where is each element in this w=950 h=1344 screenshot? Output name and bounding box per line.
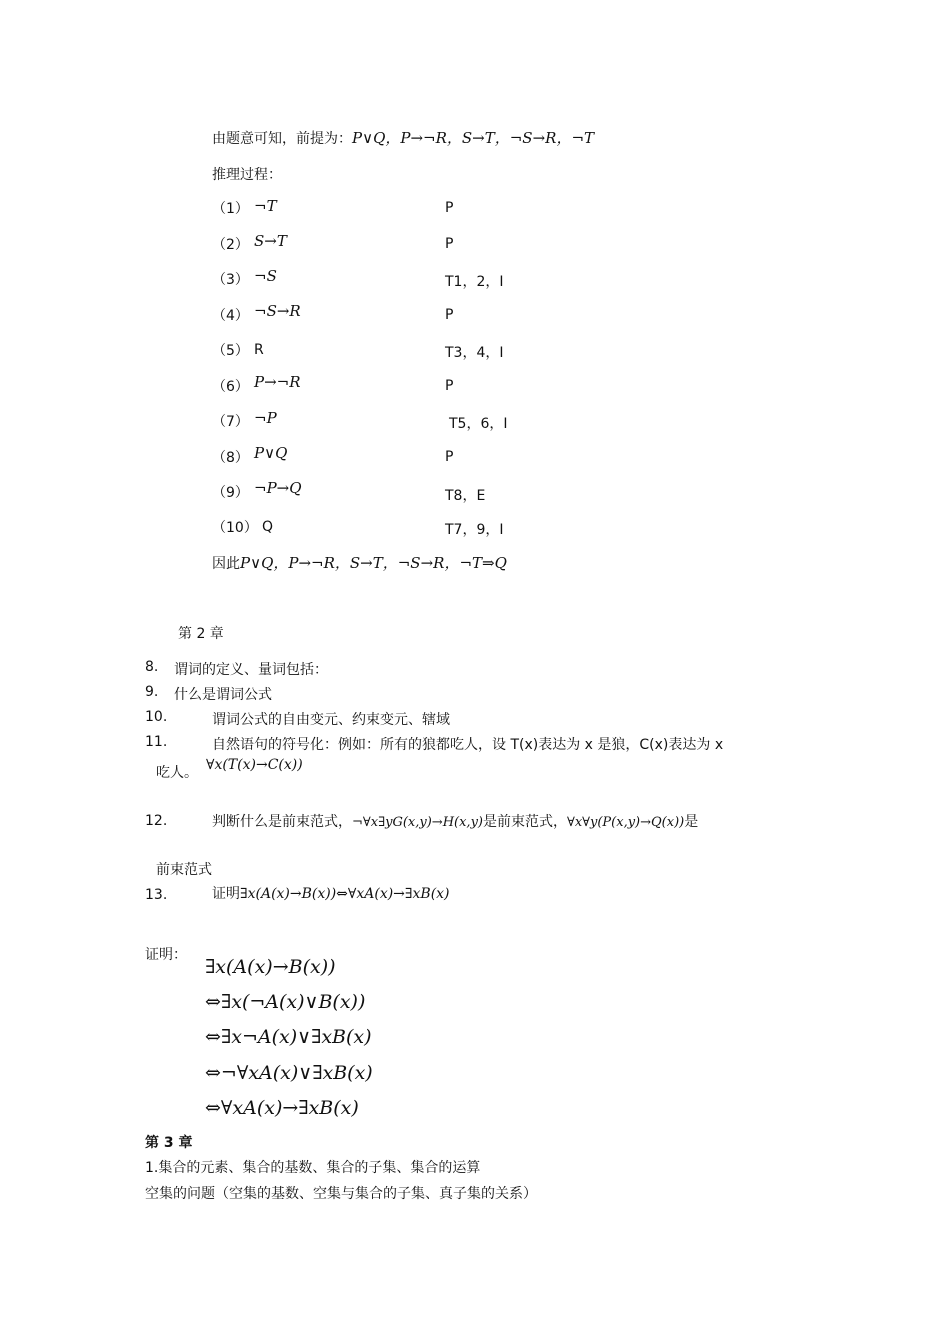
item-13-number: 13. [145, 887, 168, 903]
step-label: （3） [212, 272, 249, 288]
conclusion-line [212, 552, 507, 573]
step-justification: T5，6，I [449, 416, 508, 432]
item-11-continuation: 吃人。 [156, 765, 198, 781]
step-justification: P [445, 307, 454, 323]
item-10-number: 10. [145, 709, 168, 725]
item-11-formula: ∀x(T(x)→C(x)) [206, 757, 303, 773]
item-12-text: 判断什么是前束范式， [212, 814, 352, 830]
proof-line: ⇔¬∀xA(x)∨∃xB(x) [205, 1062, 373, 1084]
conclusion-prefix: 因此 [212, 556, 240, 572]
step-formula: ¬P→Q [254, 479, 302, 497]
item-13-line [212, 883, 450, 903]
step-label: （8） [212, 450, 249, 466]
chapter-3-line-1: 1.集合的元素、集合的基数、集合的子集、集合的运算 [145, 1160, 481, 1176]
item-11-text: 自然语句的符号化：例如：所有的狼都吃人，设 T(x)表达为 x 是狼，C(x)表达为 x [212, 737, 724, 753]
step-label: （9） [212, 485, 249, 501]
step-formula: ¬P [254, 409, 277, 427]
item-12-continuation: 前束范式 [156, 862, 212, 878]
conclusion-formula: P∨Q，P→¬R，S→T，¬S→R，¬T⇒Q [240, 554, 507, 572]
item-8-number: 8. [145, 659, 159, 675]
step-justification: T1，2，I [445, 274, 504, 290]
step-formula: P→¬R [254, 373, 301, 391]
step-formula: ¬T [254, 197, 277, 215]
step-label: （10） [212, 520, 258, 536]
step-justification: T3，4，I [445, 345, 504, 361]
step-justification: T8，E [445, 488, 486, 504]
proof-line: ⇔∃x¬A(x)∨∃xB(x) [205, 1026, 372, 1048]
item-10-text: 谓词公式的自由变元、约束变元、辖域 [212, 712, 450, 728]
item-8-text: 谓词的定义、量词包括： [174, 662, 328, 678]
premise-formula: P∨Q，P→¬R，S→T，¬S→R，¬T [352, 129, 595, 147]
step-justification: P [445, 236, 454, 252]
proof-line: ⇔∀xA(x)→∃xB(x) [205, 1097, 359, 1119]
step-label: （4） [212, 308, 249, 324]
item-12-formula-1: ¬∀x∃yG(x,y)→H(x,y) [352, 815, 483, 830]
step-label: （7） [212, 414, 249, 430]
item-11-number: 11. [145, 734, 168, 750]
step-justification: P [445, 378, 454, 394]
step-justification: P [445, 449, 454, 465]
step-formula: R [254, 342, 264, 358]
proof-title: 证明： [145, 947, 187, 963]
chapter-2-heading: 第 2 章 [178, 626, 224, 642]
chapter-3-line-2: 空集的问题（空集的基数、空集与集合的子集、真子集的关系） [145, 1186, 537, 1202]
item-12-formula-2: ∀x∀y(P(x,y)→Q(x)) [566, 815, 685, 830]
item-12-end: 是 [684, 814, 699, 830]
item-9-text: 什么是谓词公式 [174, 687, 272, 703]
item-13-formula: ∃x(A(x)→B(x))⇔∀xA(x)→∃xB(x) [240, 886, 450, 902]
item-13-text: 证明 [212, 886, 240, 902]
item-12-line [212, 811, 698, 831]
step-formula: ¬S [254, 267, 277, 285]
premise-line [212, 127, 594, 148]
step-label: （1） [212, 201, 249, 217]
proof-line: ∃x(A(x)→B(x)) [205, 956, 336, 978]
proof-line: ⇔∃x(¬A(x)∨B(x)) [205, 991, 366, 1013]
chapter-3-heading: 第 3 章 [145, 1135, 193, 1151]
item-12-number: 12. [145, 813, 168, 829]
step-formula: Q [262, 519, 274, 535]
step-label: （5） [212, 343, 249, 359]
premise-prefix: 由题意可知，前提为： [212, 131, 352, 147]
step-formula: ¬S→R [254, 302, 301, 320]
step-formula: S→T [254, 232, 287, 250]
step-justification: P [445, 200, 454, 216]
process-title: 推理过程： [212, 167, 282, 183]
step-formula: P∨Q [254, 444, 288, 462]
item-9-number: 9. [145, 684, 159, 700]
item-12-mid: 是前束范式， [482, 814, 567, 830]
step-label: （2） [212, 237, 249, 253]
step-justification: T7，9，I [445, 522, 504, 538]
step-label: （6） [212, 379, 249, 395]
